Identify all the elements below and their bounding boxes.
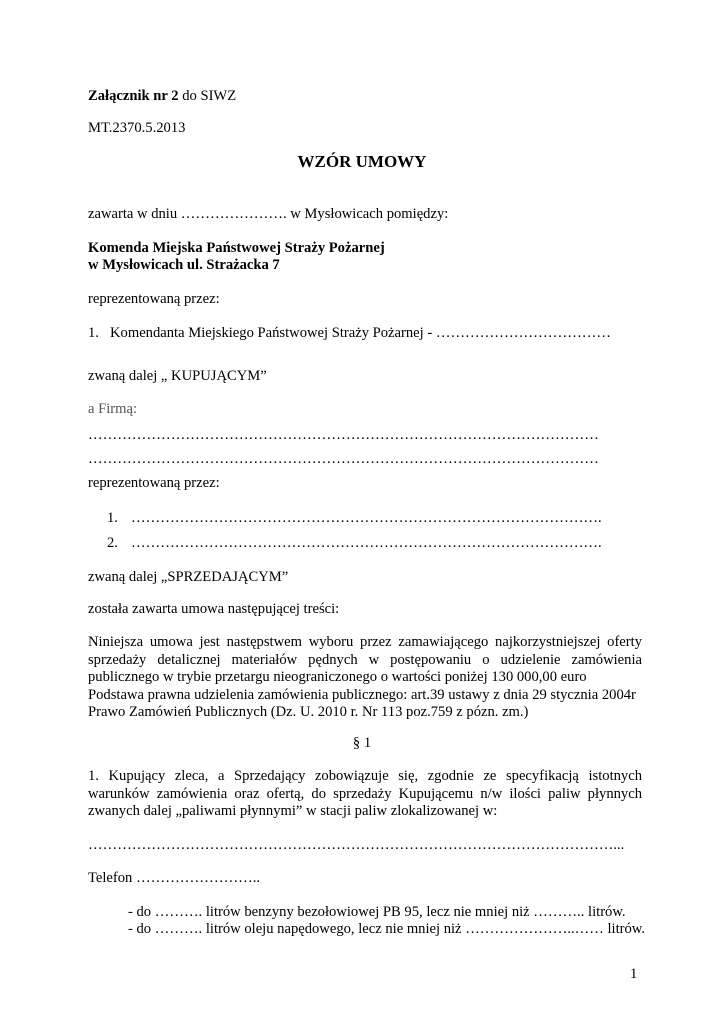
- attachment-label: Załącznik nr 2: [88, 88, 179, 104]
- reference-number: MT.2370.5.2013: [88, 120, 186, 136]
- firm-blank-line1: ……………………………………………………………………………………………: [88, 427, 599, 443]
- concluded-line: zawarta w dniu …………………. w Mysłowicach pomiędzy:: [88, 206, 449, 222]
- attachment-line: [88, 88, 236, 105]
- seller-rep-text: …………………………………………………………………………………….: [131, 535, 602, 551]
- seller-rep-number: 1.: [107, 510, 118, 526]
- page-number: 1: [630, 966, 638, 982]
- represented-by-buyer: reprezentowaną przez:: [88, 291, 220, 307]
- document-title: WZÓR UMOWY: [297, 152, 427, 171]
- seller-rep-number: 2.: [107, 535, 118, 551]
- buyer-rep-text: Komendanta Miejskiego Państwowej Straży Pożarnej - ………………………………: [110, 325, 611, 341]
- firm-blank-line2: ……………………………………………………………………………………………: [88, 451, 599, 467]
- preamble-line: Niniejsza umowa jest następstwem wyboru przez zamawiającego najkorzystniejszej oferty: [88, 634, 642, 650]
- preamble-line: Prawo Zamówień Publicznych (Dz. U. 2010 r. Nr 113 poz.759 z pózn. zm.): [88, 704, 529, 720]
- attachment-suffix: do SIWZ: [178, 88, 237, 104]
- seller-alias: zwaną dalej „SPRZEDAJĄCYM”: [88, 569, 289, 585]
- section-heading: § 1: [352, 735, 372, 751]
- section1-line: zwanych dalej „paliwami płynnymi” w stacji paliw zlokalizowanej w:: [88, 803, 498, 819]
- section1-line: 1. Kupujący zleca, a Sprzedający zobowiązuje się, zgodnie ze specyfikacją istotnych: [88, 768, 642, 784]
- buyer-alias: zwaną dalej „ KUPUJĄCYM”: [88, 368, 267, 384]
- phone-line: Telefon ……………………..: [88, 870, 261, 886]
- represented-by-seller: reprezentowaną przez:: [88, 475, 220, 491]
- contract-content-line: została zawarta umowa następującej treści:: [88, 601, 340, 617]
- location-blank-line: ………………………………………………………………………………………………...: [88, 837, 625, 853]
- firm-label: a Firmą:: [88, 401, 138, 417]
- seller-rep-text: …………………………………………………………………………………….: [131, 510, 602, 526]
- preamble-line: Podstawa prawna udzielenia zamówienia publicznego: art.39 ustawy z dnia 29 stycznia 2004r: [88, 686, 636, 703]
- buyer-name-line2: w Mysłowicach ul. Strażacka 7: [88, 257, 280, 273]
- fuel-item: - do ………. litrów benzyny bezołowiowej PB 95, lecz nie mniej niż ……….. litrów.: [128, 904, 626, 920]
- section1-line: warunków zamówienia oraz ofertą, do sprzedaży Kupującemu n/w ilości paliw płynnych: [88, 785, 642, 802]
- buyer-rep-number: 1.: [88, 325, 99, 341]
- preamble-line: sprzedaży detalicznej materiałów pędnych w postępowaniu o udzielenie zamówienia: [88, 651, 642, 668]
- preamble-line: publicznego w trybie przetargu nieograniczonego o wartości poniżej 130 000,00 euro: [88, 669, 587, 685]
- buyer-name-line1: Komenda Miejska Państwowej Straży Pożarnej: [88, 240, 385, 256]
- fuel-item: - do ………. litrów oleju napędowego, lecz nie mniej niż …………………..…… litrów.: [128, 921, 646, 937]
